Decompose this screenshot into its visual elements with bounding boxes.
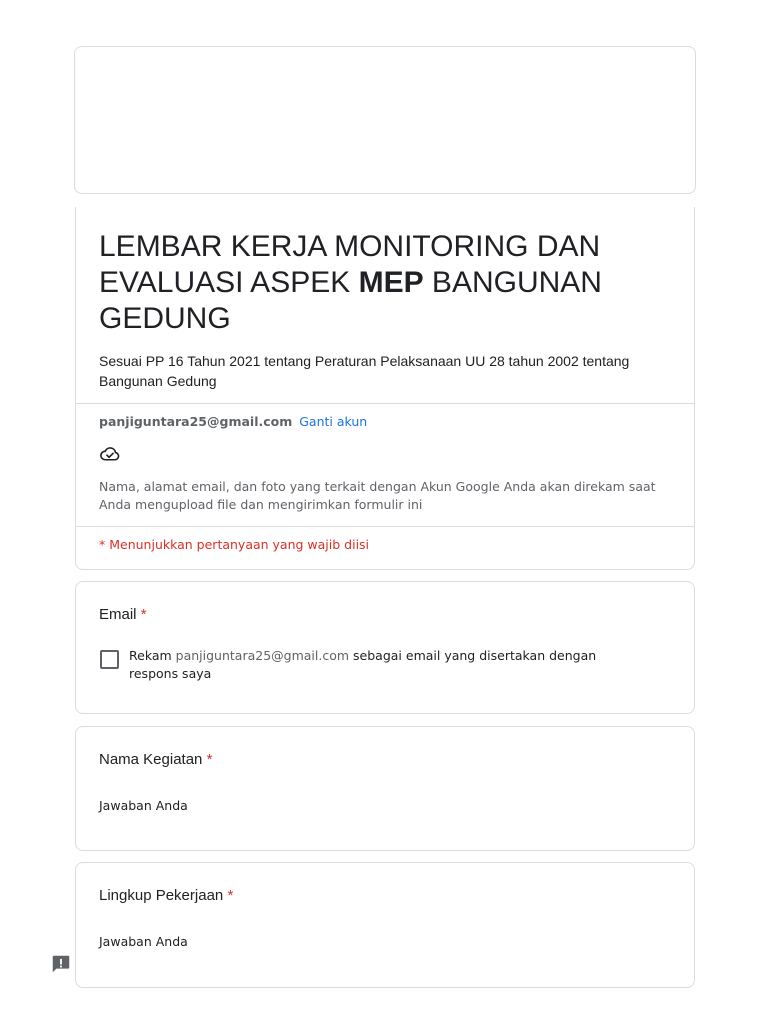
- record-prefix: Rekam: [129, 648, 176, 663]
- question-title: Email: [99, 606, 137, 623]
- form-title-card: [75, 207, 695, 570]
- lingkup-pekerjaan-input[interactable]: Jawaban Anda: [99, 934, 188, 949]
- question-label: [99, 605, 671, 625]
- record-email-text: [129, 647, 649, 683]
- account-row: [76, 404, 694, 430]
- record-email-row[interactable]: [99, 647, 671, 683]
- header-banner: [74, 46, 696, 194]
- title-area: [76, 207, 694, 403]
- record-email-checkbox[interactable]: [100, 650, 119, 669]
- required-asterisk: *: [206, 751, 213, 768]
- switch-account-link[interactable]: Ganti akun: [299, 414, 368, 429]
- question-label: [99, 886, 671, 906]
- feedback-button[interactable]: [50, 953, 72, 975]
- question-lingkup-pekerjaan: [75, 862, 695, 988]
- form-title: [99, 229, 671, 337]
- cloud-status: [76, 430, 694, 468]
- form-title-bold: MEP: [358, 266, 424, 299]
- record-email-address: panjiguntara25@gmail.com: [175, 648, 350, 663]
- required-asterisk: *: [227, 887, 234, 904]
- required-asterisk: *: [140, 606, 147, 623]
- required-note: * Menunjukkan pertanyaan yang wajib diisi: [99, 537, 370, 552]
- question-title: Nama Kegiatan: [99, 751, 203, 768]
- question-email: [75, 581, 695, 714]
- question-label: [99, 750, 671, 770]
- form-title-text-2: BANGUNAN GEDUNG: [99, 266, 602, 335]
- question-title: Lingkup Pekerjaan: [99, 887, 224, 904]
- question-nama-kegiatan: [75, 726, 695, 851]
- form-title-text-1: LEMBAR KERJA MONITORING DAN EVALUASI ASPEK: [99, 230, 601, 299]
- account-email: panjiguntara25@gmail.com: [99, 414, 293, 429]
- form-description: Sesuai PP 16 Tahun 2021 tentang Peraturan Pelaksanaan UU 28 tahun 2002 tentang Bangunan Gedung: [99, 353, 630, 389]
- cloud-done-icon: [99, 444, 121, 462]
- nama-kegiatan-input[interactable]: Jawaban Anda: [99, 798, 188, 813]
- report-problem-icon: [50, 953, 72, 975]
- privacy-note: Nama, alamat email, dan foto yang terkait dengan Akun Google Anda akan direkam saat Anda mengupload file dan mengirimkan formulir ini: [99, 479, 656, 512]
- record-suffix: sebagai email yang disertakan dengan respons saya: [129, 648, 597, 681]
